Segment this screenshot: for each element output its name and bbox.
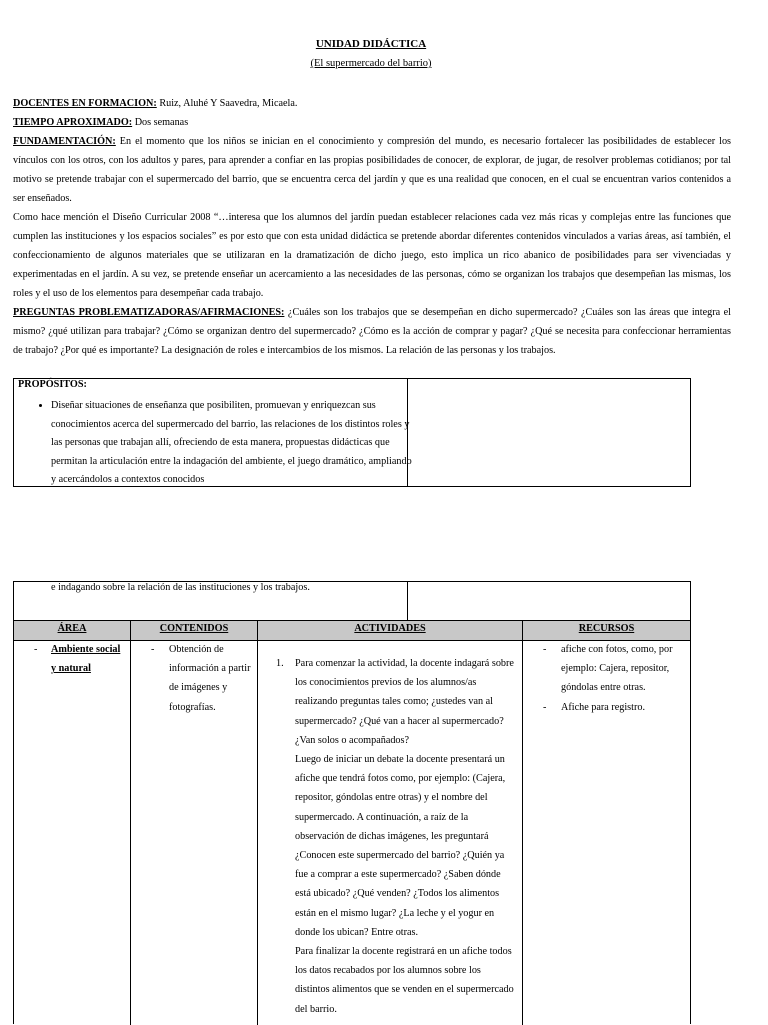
propositos-cell bbox=[14, 379, 412, 486]
recurso-text-1: afiche con fotos, como, por ejemplo: Cajera, repositor, góndolas entre otras. bbox=[561, 644, 673, 694]
area-cell bbox=[20, 640, 126, 678]
preguntas-text: ¿Cuáles son los trabajos que se desempeñan en dicho supermercado? ¿Cuáles son las áreas que integra el mismo? ¿qué utilizan para trabajar? ¿Cómo se organizan dentro del supermercado? ¿Cómo es la acción de comprar y pagar? ¿Qué se necesita para confeccionar herramientas de trabajo? ¿Por qué es importante? La designación de roles e intercambios de los mismos. La relación de las personas y los trabajos. bbox=[13, 307, 731, 356]
column-divider bbox=[522, 640, 523, 1025]
actividad-text-2: Luego de iniciar un debate la docente presentará un afiche que tendrá fotos como, por ejemplo: (Cajera, repositor, góndolas entre otras) y el nombre del supermercado. A continuación, a raíz de la observación de dichas imágenes, les preguntará ¿Conocen este supermercado del barrio? ¿Quién ya fue a comprar a este supermercado? ¿Saben dónde está ubicado? ¿Qué venden? ¿Todos los alimentos están en el mismo lugar? ¿La leche y el yogur en donde los ubican? Entre otras. bbox=[295, 754, 506, 938]
recurso-dash: - bbox=[543, 644, 547, 655]
contenidos-cell bbox=[138, 640, 254, 717]
column-divider bbox=[130, 640, 131, 1025]
fundamentacion-text: En el momento que los niños se inician en el conocimiento y compresión del mundo, es necesario fortalecer las posibilidades de establecer los vínculos con los otros, con los adultos y pares, para aprender a confiar en las propias posibilidades de conocer, de explorar, de jugar, de resolver problemas cotidianos; por tal motivo se pretende trabajar con el supermercado del barrio, que se encuentra cerca del jardín y que es una realidad que conocen, en el cual se encuentran varios contenidos a ser enseñados. bbox=[13, 136, 731, 204]
area-value: Ambiente social y natural bbox=[51, 644, 121, 675]
table-header-row bbox=[14, 621, 690, 641]
actividad-text-1: Para comenzar la actividad, la docente indagará sobre los conocimientos previos de los alumnos/as realizando preguntas tales como; ¿ustedes van al supermercado? ¿Qué van a hacer al supermercado? ¿Van solos o acompañados? bbox=[295, 658, 514, 746]
recurso-dash: - bbox=[543, 701, 547, 713]
header-area: ÁREA bbox=[14, 621, 131, 640]
fundamentacion-label: FUNDAMENTACIÓN: bbox=[13, 136, 116, 147]
recurso-item bbox=[530, 698, 686, 717]
column-divider bbox=[257, 640, 258, 1025]
preguntas-paragraph bbox=[13, 303, 731, 360]
header-contenidos: CONTENIDOS bbox=[131, 621, 258, 640]
docentes-value: Ruiz, Aluhé Y Saavedra, Micaela. bbox=[156, 98, 298, 109]
propositos-title: PROPÓSITOS: bbox=[18, 379, 87, 390]
preguntas-label: PREGUNTAS PROBLEMATIZADORAS/AFIRMACIONES: bbox=[13, 307, 285, 318]
docentes-line bbox=[13, 94, 731, 113]
document-body bbox=[13, 94, 731, 360]
propositos-continuation-text: e indagando sobre la relación de las instituciones y los trabajos. bbox=[51, 582, 310, 593]
fundamentacion-paragraph bbox=[13, 132, 731, 208]
recurso-item bbox=[530, 640, 686, 698]
propositos-continuation-row bbox=[14, 582, 690, 621]
propositos-list bbox=[36, 397, 417, 490]
recurso-text-2: Afiche para registro. bbox=[561, 701, 646, 713]
tiempo-label: TIEMPO APROXIMADO: bbox=[13, 117, 133, 128]
recursos-cell bbox=[530, 640, 686, 717]
contenidos-dash: - bbox=[151, 644, 155, 655]
actividad-text-3: Para finalizar la docente registrará en un afiche todos los datos recabados por los alumnos sobre los distintos alimentos que se venden en el supermercado del barrio. bbox=[295, 946, 514, 1015]
propositos-continuation-cell bbox=[14, 582, 408, 620]
contenidos-value: Obtención de información a partir de imágenes y fotografías. bbox=[169, 644, 251, 713]
tiempo-value: Dos semanas bbox=[132, 117, 189, 128]
header-recursos: RECURSOS bbox=[578, 623, 635, 634]
actividad-number: 1. bbox=[276, 658, 284, 669]
docentes-label: DOCENTES EN FORMACION: bbox=[13, 98, 157, 109]
tiempo-line bbox=[13, 113, 731, 132]
proposito-item: • Diseñar situaciones de enseñanza que posibiliten, promuevan y enriquezcan sus conocimientos acerca del supermercado del barrio, las relaciones de los distintos roles y las personas que trabajan allí, ofreciendo de esta manera, propuestas didácticas que permitan la articulación entre la indagación del ambiente, el juego dramático, ampliando y acercándolos a contextos conocidos bbox=[51, 397, 417, 490]
document-subtitle: (El supermercado del barrio) bbox=[310, 58, 432, 69]
fundamentacion-paragraph-2: Como hace mención el Diseño Curricular 2008 “…interesa que los alumnos del jardín puedan establecer relaciones cada vez más ricas y complejas entre las funciones que cumplen las instituciones y los espacios sociales” es por esto que con esta unidad didáctica se pretende abordar diferentes contenidos vinculados a varias áreas, así también, el confeccionamiento de algunos materiales que se utilizaran en la dramatización de dicho juego, esto implica un rico abanico de posibilidades para ser vivenciadas y experimentadas en el jardín. A su vez, se pretende enseñar un acercamiento a las necesidades de las personas, cómo se organizan los trabajos que desempeñan las mismas, los roles y el uso de los elementos para desempeñar cada trabajo. bbox=[13, 212, 731, 299]
propositos-table bbox=[13, 378, 691, 487]
actividades-cell bbox=[276, 654, 516, 1019]
document-title: UNIDAD DIDÁCTICA bbox=[315, 38, 427, 50]
activities-table bbox=[13, 581, 691, 1024]
header-actividades: ACTIVIDADES bbox=[258, 621, 523, 640]
area-dash: - bbox=[34, 644, 38, 655]
